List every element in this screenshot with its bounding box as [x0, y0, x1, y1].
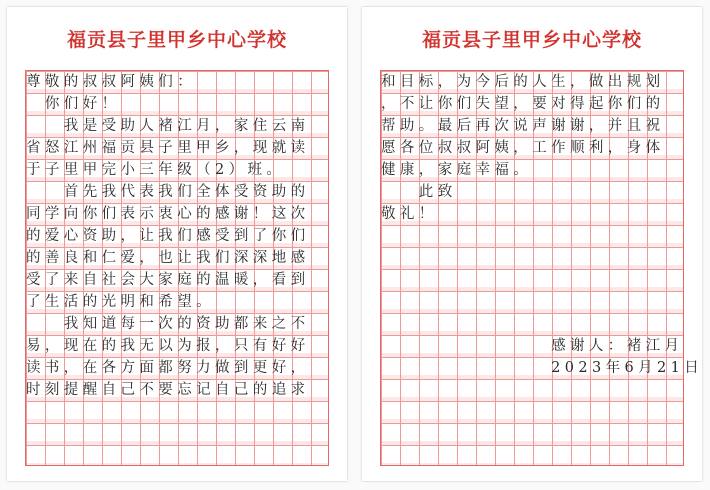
letter-line: 和目标，为今后的人生，做出规划 [381, 74, 665, 90]
letter-line: 时刻提醒自己不要忘记自己的追求 [26, 382, 310, 398]
letter-line: 愿各位叔叔阿姨，工作顺利，身体 [381, 140, 665, 156]
grid-paper [380, 70, 704, 466]
letter-line: 帮助。最后再次说声谢谢，并且祝 [381, 118, 665, 134]
letter-line: 此致 [381, 184, 457, 200]
letter-line: 易，现在的我无以为报，只有好好 [26, 338, 310, 354]
letter-page-1 [7, 7, 347, 481]
letter-line: 首先我代表我们全体受资助的 [26, 184, 310, 200]
letter-line: 同学向你们表示衷心的感谢！这次 [26, 206, 310, 222]
grid-paper [25, 70, 329, 466]
date-line: 2023年6月21日 [381, 360, 704, 376]
letter-line: 省怒江州福贡县子里甲乡，现就读 [26, 140, 310, 156]
letter-line: 我是受助人褚江月，家住云南 [26, 118, 310, 134]
school-name-header: 福贡县子里甲乡中心学校 [66, 29, 287, 51]
letter-line: 你们好！ [26, 96, 121, 112]
signature-line: 感谢人：褚江月 [381, 338, 684, 354]
letter-line: 受了来自社会大家庭的温暖，看到 [26, 272, 310, 288]
letter-line: 了生活的光明和希望。 [26, 294, 215, 310]
letter-line: 我知道每一次的资助都来之不 [26, 316, 310, 332]
letter-line: 尊敬的叔叔阿姨们： [26, 74, 197, 90]
letter-line: 敬礼！ [381, 206, 438, 222]
letter-line: 于子里甲完小三年级（2）班。 [26, 162, 286, 178]
letter-page-2 [362, 7, 702, 481]
letter-line: 的爱心资助，让我们感受到了你们 [26, 228, 310, 244]
letter-line: 健康，家庭幸福。 [381, 162, 533, 178]
school-name-header: 福贡县子里甲乡中心学校 [421, 29, 642, 51]
letter-line: 的善良和仁爱，也让我们深深地感 [26, 250, 310, 266]
letter-line: ，不让你们失望，要对得起你们的 [381, 96, 665, 112]
letter-line: 读书，在各方面都努力做到更好， [26, 360, 310, 376]
